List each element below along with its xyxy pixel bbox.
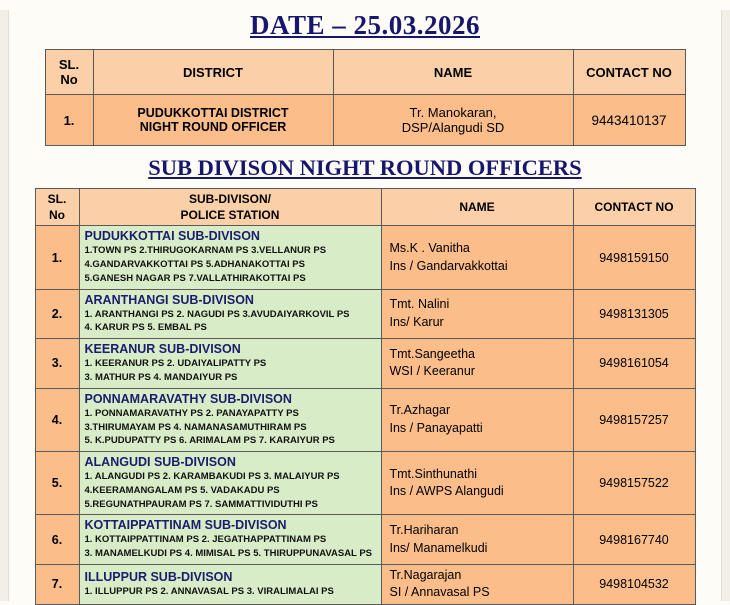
column-header-subdivision-line1: SUB-DIVISON/ (188, 192, 271, 206)
officer-rank-line-2: SI / Annavasal PS (389, 585, 490, 600)
table-row (35, 388, 695, 451)
officer-rank-line-2: Ins / Panayapatti (389, 420, 483, 435)
column-header-sl-line2: No (49, 208, 65, 223)
subdivision-table-head (35, 189, 695, 226)
table-header-row (45, 50, 685, 95)
cell-contact-number: 9498104532 (573, 564, 695, 604)
officer-rank-line-2: WSI / Keeranur (389, 364, 475, 379)
subdivision-officers-table (35, 188, 696, 605)
officer-name-line-1: Tmt. Nalini (389, 297, 450, 312)
police-station-list: 1. PONNAMARAVATHY PS 2. PANAYAPATTY PS 3.THIRUMAYAM PS 4. NAMANASAMUTHIRAM PS 5. K.PUDUPATTY PS 6. ARIMALAM PS 7. KARAIYUR PS (84, 407, 335, 447)
document-page (0, 10, 730, 601)
page-right-margin (721, 10, 730, 601)
table-row (35, 452, 695, 515)
cell-officer-name (381, 452, 573, 515)
cell-subdivision (79, 289, 381, 339)
cell-contact-number: 9498131305 (573, 289, 695, 339)
column-header-sl (35, 189, 79, 226)
cell-contact-number: 9443410137 (573, 95, 685, 146)
police-station-list: 1. ARANTHANGI PS 2. NAGUDI PS 3.AVUDAIYARKOVIL PS 4. KARUR PS 5. EMBAL PS (84, 308, 350, 334)
cell-subdivision (79, 226, 381, 289)
cell-sl: 3. (35, 339, 79, 389)
table-row (35, 515, 695, 565)
table-row (35, 339, 695, 389)
column-header-sl-line2: No (60, 72, 78, 87)
cell-sl: 1. (35, 226, 79, 289)
officer-name-line-1: Tr.Azhagar (389, 403, 451, 418)
subdivision-name: ARANTHANGI SUB-DIVISON (84, 292, 254, 307)
page-title: DATE – 25.03.2026 (249, 10, 480, 40)
cell-contact-number: 9498159150 (573, 226, 695, 289)
district-line-2: NIGHT ROUND OFFICER (139, 120, 287, 134)
cell-officer-name (381, 226, 573, 289)
column-header-contact: CONTACT NO (573, 189, 695, 226)
officer-name-line-1: Ms.K . Vanitha (389, 241, 470, 256)
cell-contact-number: 9498157257 (573, 388, 695, 451)
table-row (35, 226, 695, 289)
cell-sl: 7. (35, 564, 79, 604)
cell-contact-number: 9498157522 (573, 452, 695, 515)
subdivision-table-body (35, 226, 695, 604)
cell-officer-name (381, 515, 573, 565)
cell-officer-name (381, 339, 573, 389)
police-station-list: 1. ILLUPPUR PS 2. ANNAVASAL PS 3. VIRALIMALAI PS (84, 585, 334, 597)
column-header-sl-line1: SL. (58, 57, 80, 72)
cell-contact-number: 9498167740 (573, 515, 695, 565)
column-header-subdivision (79, 189, 381, 226)
column-header-name: NAME (333, 50, 573, 95)
column-header-contact: CONTACT NO (573, 50, 685, 95)
officer-rank-line-2: DSP/Alangudi SD (401, 120, 505, 135)
cell-subdivision (79, 388, 381, 451)
officer-name-line-1: Tr.Hariharan (389, 523, 459, 538)
subdivision-name: ALANGUDI SUB-DIVISON (84, 455, 236, 470)
officer-name-line-1: Tmt.Sangeetha (389, 346, 475, 361)
column-header-sl (45, 50, 93, 95)
cell-district (93, 95, 333, 146)
column-header-subdivision-line2: POLICE STATION (180, 208, 280, 223)
cell-sl: 5. (35, 452, 79, 515)
district-officer-table (45, 49, 686, 146)
police-station-list: 1. KEERANUR PS 2. UDAIYALIPATTY PS 3. MATHUR PS 4. MANDAIYUR PS (84, 358, 267, 383)
district-line-1: PUDUKKOTTAI DISTRICT (137, 106, 289, 120)
cell-officer-name (333, 95, 573, 146)
officer-name-line-1: Tr. Manokaran, (409, 105, 497, 120)
subdivision-name: PONNAMARAVATHY SUB-DIVISON (84, 391, 292, 406)
cell-subdivision (79, 515, 381, 565)
cell-subdivision (79, 339, 381, 389)
police-station-list: 1. KOTTAIPPATTINAM PS 2. JEGATHAPPATTINAM PS 3. MANAMELKUDI PS 4. MIMISAL PS 5. THIRUPPUNAVASAL PS (84, 534, 373, 560)
cell-subdivision (79, 452, 381, 515)
police-station-list: 1. ALANGUDI PS 2. KARAMBAKUDI PS 3. MALAIYUR PS 4.KEERAMANGALAM PS 5. VADAKADU PS 5.REGUNATHPAURAM PS 7. SAMMATTIVIDUTHI PS (84, 471, 340, 510)
table-row (35, 289, 695, 339)
subdivision-name: KOTTAIPPATTINAM SUB-DIVISON (84, 518, 287, 533)
page-left-margin (0, 10, 9, 601)
cell-officer-name (381, 564, 573, 604)
subdivision-name: PUDUKKOTTAI SUB-DIVISON (84, 229, 260, 244)
officer-rank-line-2: Ins/ Manamelkudi (389, 540, 488, 555)
officer-name-line-1: Tmt.Sinthunathi (389, 466, 478, 481)
column-header-sl-line1: SL. (47, 192, 67, 206)
column-header-district: DISTRICT (93, 50, 333, 95)
column-header-name: NAME (381, 189, 573, 226)
officer-rank-line-2: Ins / AWPS Alangudi (389, 484, 504, 499)
cell-sl: 1. (45, 95, 93, 146)
cell-subdivision (79, 564, 381, 604)
cell-contact-number: 9498161054 (573, 339, 695, 389)
table-row (35, 564, 695, 604)
police-station-list: 1.TOWN PS 2.THIRUGOKARNAM PS 3.VELLANUR PS 4.GANDARVAKKOTTAI PS 5.ADHANAKOTTAI PS 5.GANESH NAGAR PS 7.VALLATHIRAKOTTAI PS (84, 245, 327, 284)
cell-sl: 2. (35, 289, 79, 339)
subdivision-name: ILLUPPUR SUB-DIVISON (84, 569, 233, 584)
subdivision-name: KEERANUR SUB-DIVISON (84, 342, 241, 357)
cell-sl: 6. (35, 515, 79, 565)
officer-name-line-1: Tr.Nagarajan (389, 567, 462, 582)
table-row (45, 95, 685, 146)
cell-officer-name (381, 388, 573, 451)
officer-rank-line-2: Ins / Gandarvakkottai (389, 258, 508, 273)
section-subtitle: SUB DIVISON NIGHT ROUND OFFICERS (148, 155, 582, 180)
cell-sl: 4. (35, 388, 79, 451)
table-header-row (35, 189, 695, 226)
officer-rank-line-2: Ins/ Karur (389, 314, 444, 329)
cell-officer-name (381, 289, 573, 339)
